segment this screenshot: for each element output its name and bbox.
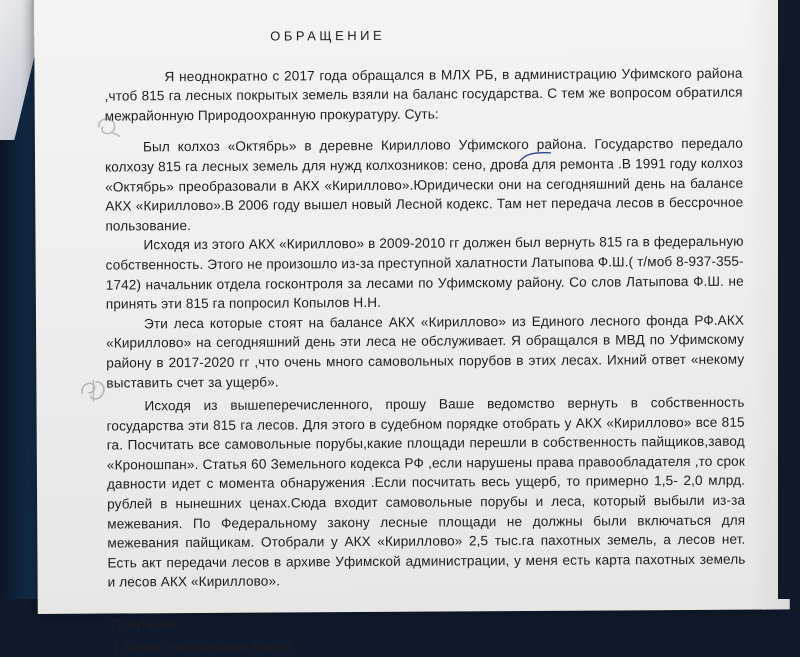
attachments-heading: Прилагаю: xyxy=(111,616,180,632)
paragraph: Был колхоз «Октябрь» в деревне Кириллово Уфимского района. Государство передало колхозу 815 га лесных земель для нужд колхозников: сено, дрова для ремонта .В 1991 году колхоз «Октябрь» преобразовали в АКХ «Кириллово».Юридически они на сегодняшний день на балансе АКХ «Кириллово».В 2006 году вышел новый Лесной кодекс. Там нет передача лесов в бессрочное пользование. xyxy=(105,136,744,234)
attachment-item: 1.Копию экспликации карты . xyxy=(111,638,299,655)
document-body xyxy=(104,24,746,657)
background-edge xyxy=(778,0,800,599)
paragraph: Я неоднократно с 2017 года обращался в МЛХ РБ, в администрацию Уфимского района ,чтоб 815 га лесных покрытых земель взяли на баланс государства. С тем же вопросом обратился межрайонную Природоохранную прокуратуру. Суть: xyxy=(104,65,743,124)
paper-sheet xyxy=(34,0,790,655)
document-title: ОБРАЩЕНИЕ xyxy=(270,27,386,44)
paragraph: Исходя из этого АКХ «Кириллово» в 2009-2010 гг должен был вернуть 815 га в федеральную собственность. Этого не произошло из-за преступной халатности Латыпова Ф.Ш.( т/моб 8-937-355-1742) начальник отдела госконтроля за лесами по Уфимскому району. Со слов Латыпова Ф.Ш. не принять эти 815 га попросил Копылов Н.Н. xyxy=(105,234,744,312)
paragraph: Исходя из вышеперечисленного, прошу Ваше ведомство вернуть в собственность государства эти 815 га лесов. Для этого в судебном порядке отобрать у АКХ «Кириллово» все 815 га. Посчитать все самовольные порубы,какие площади перешли в собственность пайщиков,завод «Кроношпан». Статья 60 Земельного кодекса РФ ,если нарушены права правообладателя ,то срок давности идет с момента обнаружения .Если посчитать весь ущерб, то примерно 1,5- 2,0 млрд. рублей в нынешних ценах.Сюда входит самовольные порубы и леса, который выбыли из-за межевания. По Федеральному закону лесные площади не должны были включаться для межевания пайщикам. Отобрали у АКХ «Кириллово» 2,5 тыс.га пахотных земель, а лесов нет. Есть акт передачи лесов в архиве Уфимской администрации, у меня есть карта пахотных земель и лесов АКХ «Кириллово». xyxy=(106,394,746,590)
paragraph: Эти леса которые стоят на балансе АКХ «Кириллово» из Единого лесного фонда РФ.АКХ «Кириллово» на сегодняшний день эти леса не обслуживает. Я обращался в МВД по Уфимскому району в 2017-2020 гг ,что очень много самовольных порубов в этих лесах. Ихний ответ «некому выставить счет за ущерб». xyxy=(106,312,745,391)
